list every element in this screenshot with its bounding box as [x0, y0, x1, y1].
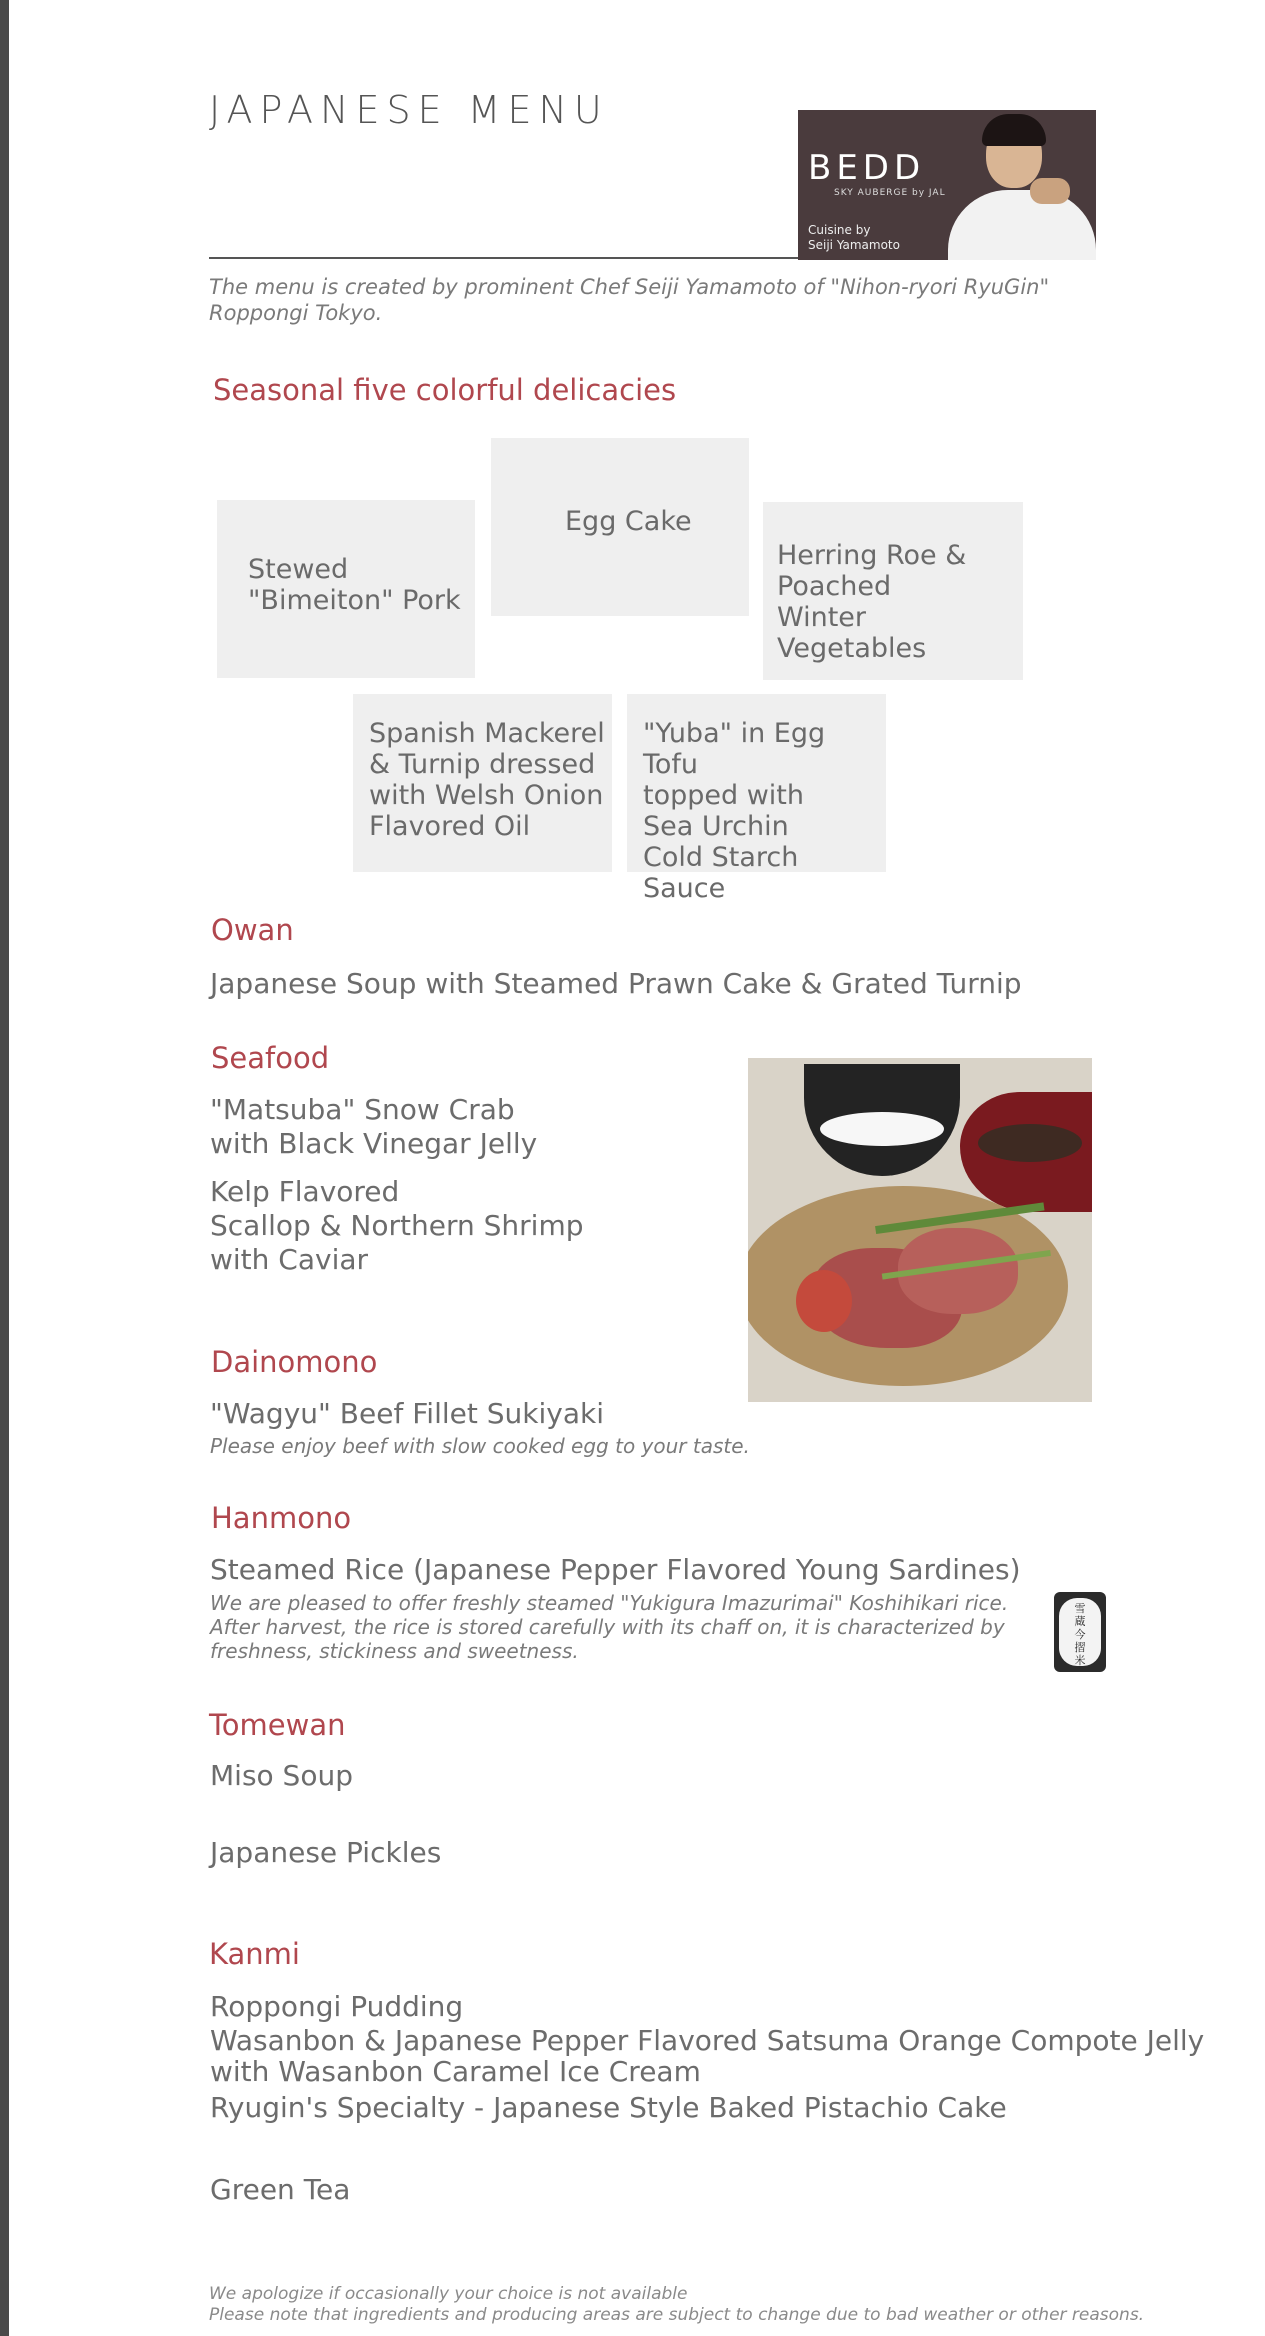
page-edge — [0, 0, 9, 2336]
dish-seafood-crab: "Matsuba" Snow Crab with Black Vinegar Jelly — [210, 1093, 538, 1160]
rice-brand-seal — [1054, 1592, 1106, 1672]
menu-intro: The menu is created by prominent Chef Seiji Yamamoto of "Nihon-ryori RyuGin" Roppongi Tokyo. — [209, 275, 1050, 325]
dish-hanmono: Steamed Rice (Japanese Pepper Flavored Young Sardines) — [210, 1553, 1021, 1586]
dish-compote-jelly: Wasanbon & Japanese Pepper Flavored Satsuma Orange Compote Jelly with Wasanbon Caramel Ice Cream — [210, 2024, 1205, 2088]
section-heading-delicacies: Seasonal five colorful delicacies — [213, 373, 677, 407]
seal-text: 雪 蔵 今 摺 米 — [1059, 1598, 1101, 1666]
section-heading-seafood: Seafood — [211, 1041, 330, 1075]
footer-line-1: We apologize if occasionally your choice is not available — [209, 2284, 688, 2304]
chef-photo-coat — [948, 190, 1096, 260]
delicacy-box: Egg Cake — [491, 438, 749, 616]
dish-pickles: Japanese Pickles — [210, 1836, 442, 1869]
chef-banner — [798, 110, 1096, 260]
page-title: JAPANESE MENU — [209, 88, 609, 132]
dish-miso-soup: Miso Soup — [210, 1759, 353, 1792]
dish-owan: Japanese Soup with Steamed Prawn Cake & Grated Turnip — [210, 967, 1022, 1000]
cuisine-line-1: Cuisine by — [808, 223, 871, 237]
footer-line-2: Please note that ingredients and producing areas are subject to change due to bad weather or other reasons. — [209, 2305, 1145, 2325]
cuisine-line-2: Seiji Yamamoto — [808, 238, 900, 252]
dish-pudding: Roppongi Pudding — [210, 1990, 464, 2023]
delicacy-box: Stewed "Bimeiton" Pork — [217, 500, 475, 678]
food-photo — [748, 1058, 1092, 1402]
section-heading-hanmono: Hanmono — [211, 1501, 352, 1535]
section-heading-tomewan: Tomewan — [209, 1708, 346, 1742]
section-heading-kanmi: Kanmi — [209, 1937, 300, 1971]
chef-photo-hair — [982, 114, 1046, 146]
delicacy-box: Spanish Mackerel & Turnip dressed with Welsh Onion Flavored Oil — [353, 694, 612, 872]
hanmono-note: We are pleased to offer freshly steamed "Yukigura Imazurimai" Koshihikari rice. After harvest, the rice is stored carefully with its chaff on, it is characterized by freshness, stickiness and sweetness. — [210, 1591, 1009, 1663]
delicacy-box: "Yuba" in Egg Tofu topped with Sea Urchin Cold Starch Sauce — [627, 694, 886, 872]
soup — [978, 1124, 1082, 1162]
section-heading-owan: Owan — [211, 913, 294, 947]
delicacy-box: Herring Roe & Poached Winter Vegetables — [763, 502, 1023, 680]
dish-green-tea: Green Tea — [210, 2173, 351, 2206]
banner-subtitle: SKY AUBERGE by JAL — [834, 188, 946, 198]
dish-seafood-scallop: Kelp Flavored Scallop & Northern Shrimp with Caviar — [210, 1175, 584, 1276]
egg-yolk — [796, 1270, 852, 1332]
dainomono-note: Please enjoy beef with slow cooked egg to your taste. — [210, 1434, 750, 1458]
section-heading-dainomono: Dainomono — [211, 1345, 378, 1379]
dish-pistachio-cake: Ryugin's Specialty - Japanese Style Baked Pistachio Cake — [210, 2091, 1007, 2124]
title-divider — [209, 257, 799, 259]
banner-cuisine-credit — [808, 223, 900, 253]
footer-disclaimer — [209, 2284, 1249, 2326]
dish-dainomono: "Wagyu" Beef Fillet Sukiyaki — [210, 1397, 604, 1430]
bedd-logo: BEDD — [808, 148, 926, 188]
rice — [820, 1112, 944, 1146]
chef-photo-hand — [1030, 178, 1070, 204]
